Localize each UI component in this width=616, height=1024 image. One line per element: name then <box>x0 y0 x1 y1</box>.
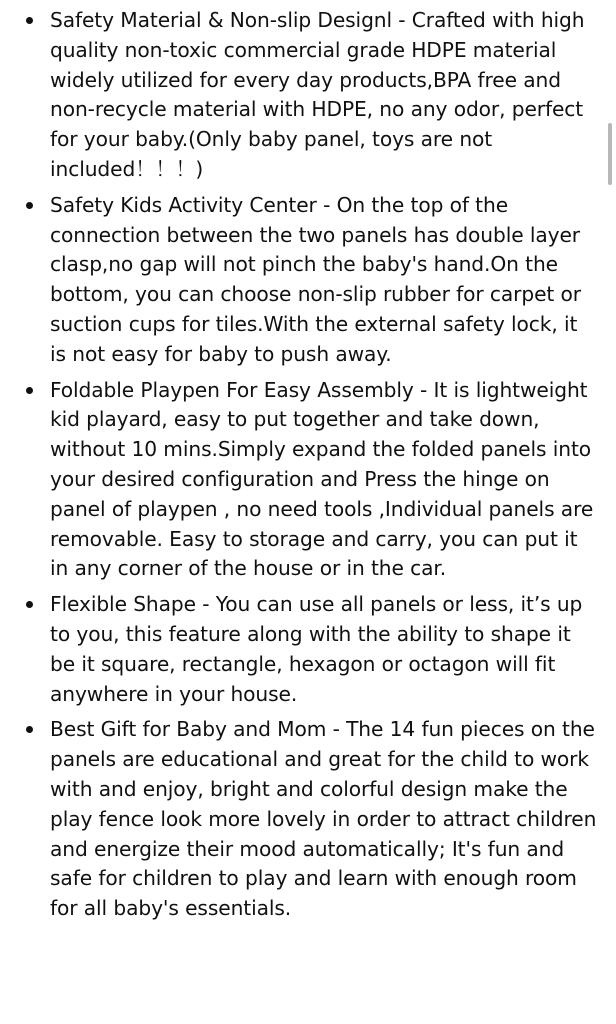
feature-bullet-item <box>0 715 598 924</box>
bullet-icon <box>26 202 33 209</box>
feature-bullet-item <box>0 376 598 585</box>
bullet-icon <box>26 726 33 733</box>
scrollbar-thumb[interactable] <box>608 123 612 185</box>
feature-text: Best Gift for Baby and Mom - The 14 fun pieces on the panels are educational and great for the child to work with and enjoy, bright and colorful design make the play fence look more lovely in order to attract children and energize their mood automatically; It's fun and safe for children to play and learn with enough room for all baby's essentials. <box>50 717 597 921</box>
feature-bullet-item <box>0 6 598 185</box>
feature-text: Foldable Playpen For Easy Assembly - It is lightweight kid playard, easy to put together and take down, without 10 mins.Simply expand the folded panels into your desired configuration and Press the hinge on panel of playpen , no need tools ,Individual panels are removable. Easy to storage and carry, you can put it in any corner of the house or in the car. <box>50 377 594 581</box>
feature-text: Safety Material & Non-slip Designl - Crafted with high quality non-toxic commercial grade HDPE material widely utilized for every day products,BPA free and non-recycle material with HDPE, no any odor, perfect for your baby.(Only baby panel, toys are not included！！！) <box>50 8 585 181</box>
feature-bullet-item <box>0 191 598 370</box>
bullet-icon <box>26 17 33 24</box>
bullet-icon <box>26 601 33 608</box>
bullet-icon <box>26 387 33 394</box>
feature-text: Flexible Shape - You can use all panels or less, it’s up to you, this feature along with the ability to shape it be it square, rectangle, hexagon or octagon will fit anywhere in your house. <box>50 592 583 706</box>
feature-text: Safety Kids Activity Center - On the top of the connection between the two panels has double layer clasp,no gap will not pinch the baby's hand.On the bottom, you can choose non-slip rubber for carpet or suction cups for tiles.With the external safety lock, it is not easy for baby to push away. <box>50 192 582 366</box>
feature-bullet-item <box>0 590 598 709</box>
